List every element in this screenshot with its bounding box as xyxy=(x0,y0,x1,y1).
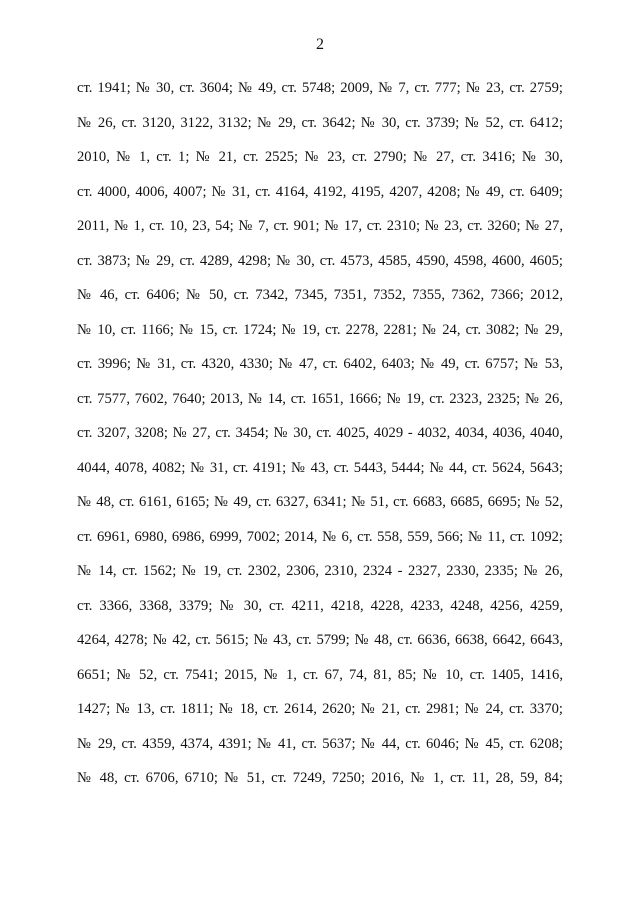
text-line: ст. 6961, 6980, 6986, 6999, 7002; 2014, № 6, ст. 558, 559, 566; № 11, ст. 1092; xyxy=(77,528,563,545)
text-line: ст. 3996; № 31, ст. 4320, 4330; № 47, ст. 6402, 6403; № 49, ст. 6757; № 53, xyxy=(77,356,563,372)
text-line: 4044, 4078, 4082; № 31, ст. 4191; № 43, ст. 5443, 5444; № 44, ст. 5624, 5643; xyxy=(77,459,563,476)
text-line: 1427; № 13, ст. 1811; № 18, ст. 2614, 2620; № 21, ст. 2981; № 24, ст. 3370; xyxy=(77,701,563,717)
text-line: 2010, № 1, ст. 1; № 21, ст. 2525; № 23, ст. 2790; № 27, ст. 3416; № 30, xyxy=(77,149,563,165)
text-line: ст. 4000, 4006, 4007; № 31, ст. 4164, 4192, 4195, 4207, 4208; № 49, ст. 6409; xyxy=(77,183,563,200)
text-line: ст. 1941; № 30, ст. 3604; № 49, ст. 5748; 2009, № 7, ст. 777; № 23, ст. 2759; xyxy=(77,80,563,96)
text-line: ст. 7577, 7602, 7640; 2013, № 14, ст. 1651, 1666; № 19, ст. 2323, 2325; № 26, xyxy=(77,390,563,407)
text-line: 2011, № 1, ст. 10, 23, 54; № 7, ст. 901; № 17, ст. 2310; № 23, ст. 3260; № 27, xyxy=(77,218,563,234)
body-text xyxy=(77,71,563,796)
text-line: № 26, ст. 3120, 3122, 3132; № 29, ст. 3642; № 30, ст. 3739; № 52, ст. 6412; xyxy=(77,114,563,131)
text-line: № 14, ст. 1562; № 19, ст. 2302, 2306, 2310, 2324 - 2327, 2330, 2335; № 26, xyxy=(77,563,563,579)
text-line: ст. 3873; № 29, ст. 4289, 4298; № 30, ст. 4573, 4585, 4590, 4598, 4600, 4605; xyxy=(77,252,563,269)
text-line: ст. 3366, 3368, 3379; № 30, ст. 4211, 4218, 4228, 4233, 4248, 4256, 4259, xyxy=(77,597,563,614)
text-line: № 29, ст. 4359, 4374, 4391; № 41, ст. 5637; № 44, ст. 6046; № 45, ст. 6208; xyxy=(77,735,563,752)
text-line: 4264, 4278; № 42, ст. 5615; № 43, ст. 5799; № 48, ст. 6636, 6638, 6642, 6643, xyxy=(77,632,563,648)
text-line: № 10, ст. 1166; № 15, ст. 1724; № 19, ст. 2278, 2281; № 24, ст. 3082; № 29, xyxy=(77,321,563,338)
text-line: № 48, ст. 6706, 6710; № 51, ст. 7249, 7250; 2016, № 1, ст. 11, 28, 59, 84; xyxy=(77,770,563,786)
text-line: № 46, ст. 6406; № 50, ст. 7342, 7345, 7351, 7352, 7355, 7362, 7366; 2012, xyxy=(77,287,563,303)
text-line: № 48, ст. 6161, 6165; № 49, ст. 6327, 6341; № 51, ст. 6683, 6685, 6695; № 52, xyxy=(77,494,563,510)
text-line: 6651; № 52, ст. 7541; 2015, № 1, ст. 67, 74, 81, 85; № 10, ст. 1405, 1416, xyxy=(77,666,563,683)
text-line: ст. 3207, 3208; № 27, ст. 3454; № 30, ст. 4025, 4029 - 4032, 4034, 4036, 4040, xyxy=(77,425,563,441)
page-number: 2 xyxy=(316,36,324,53)
